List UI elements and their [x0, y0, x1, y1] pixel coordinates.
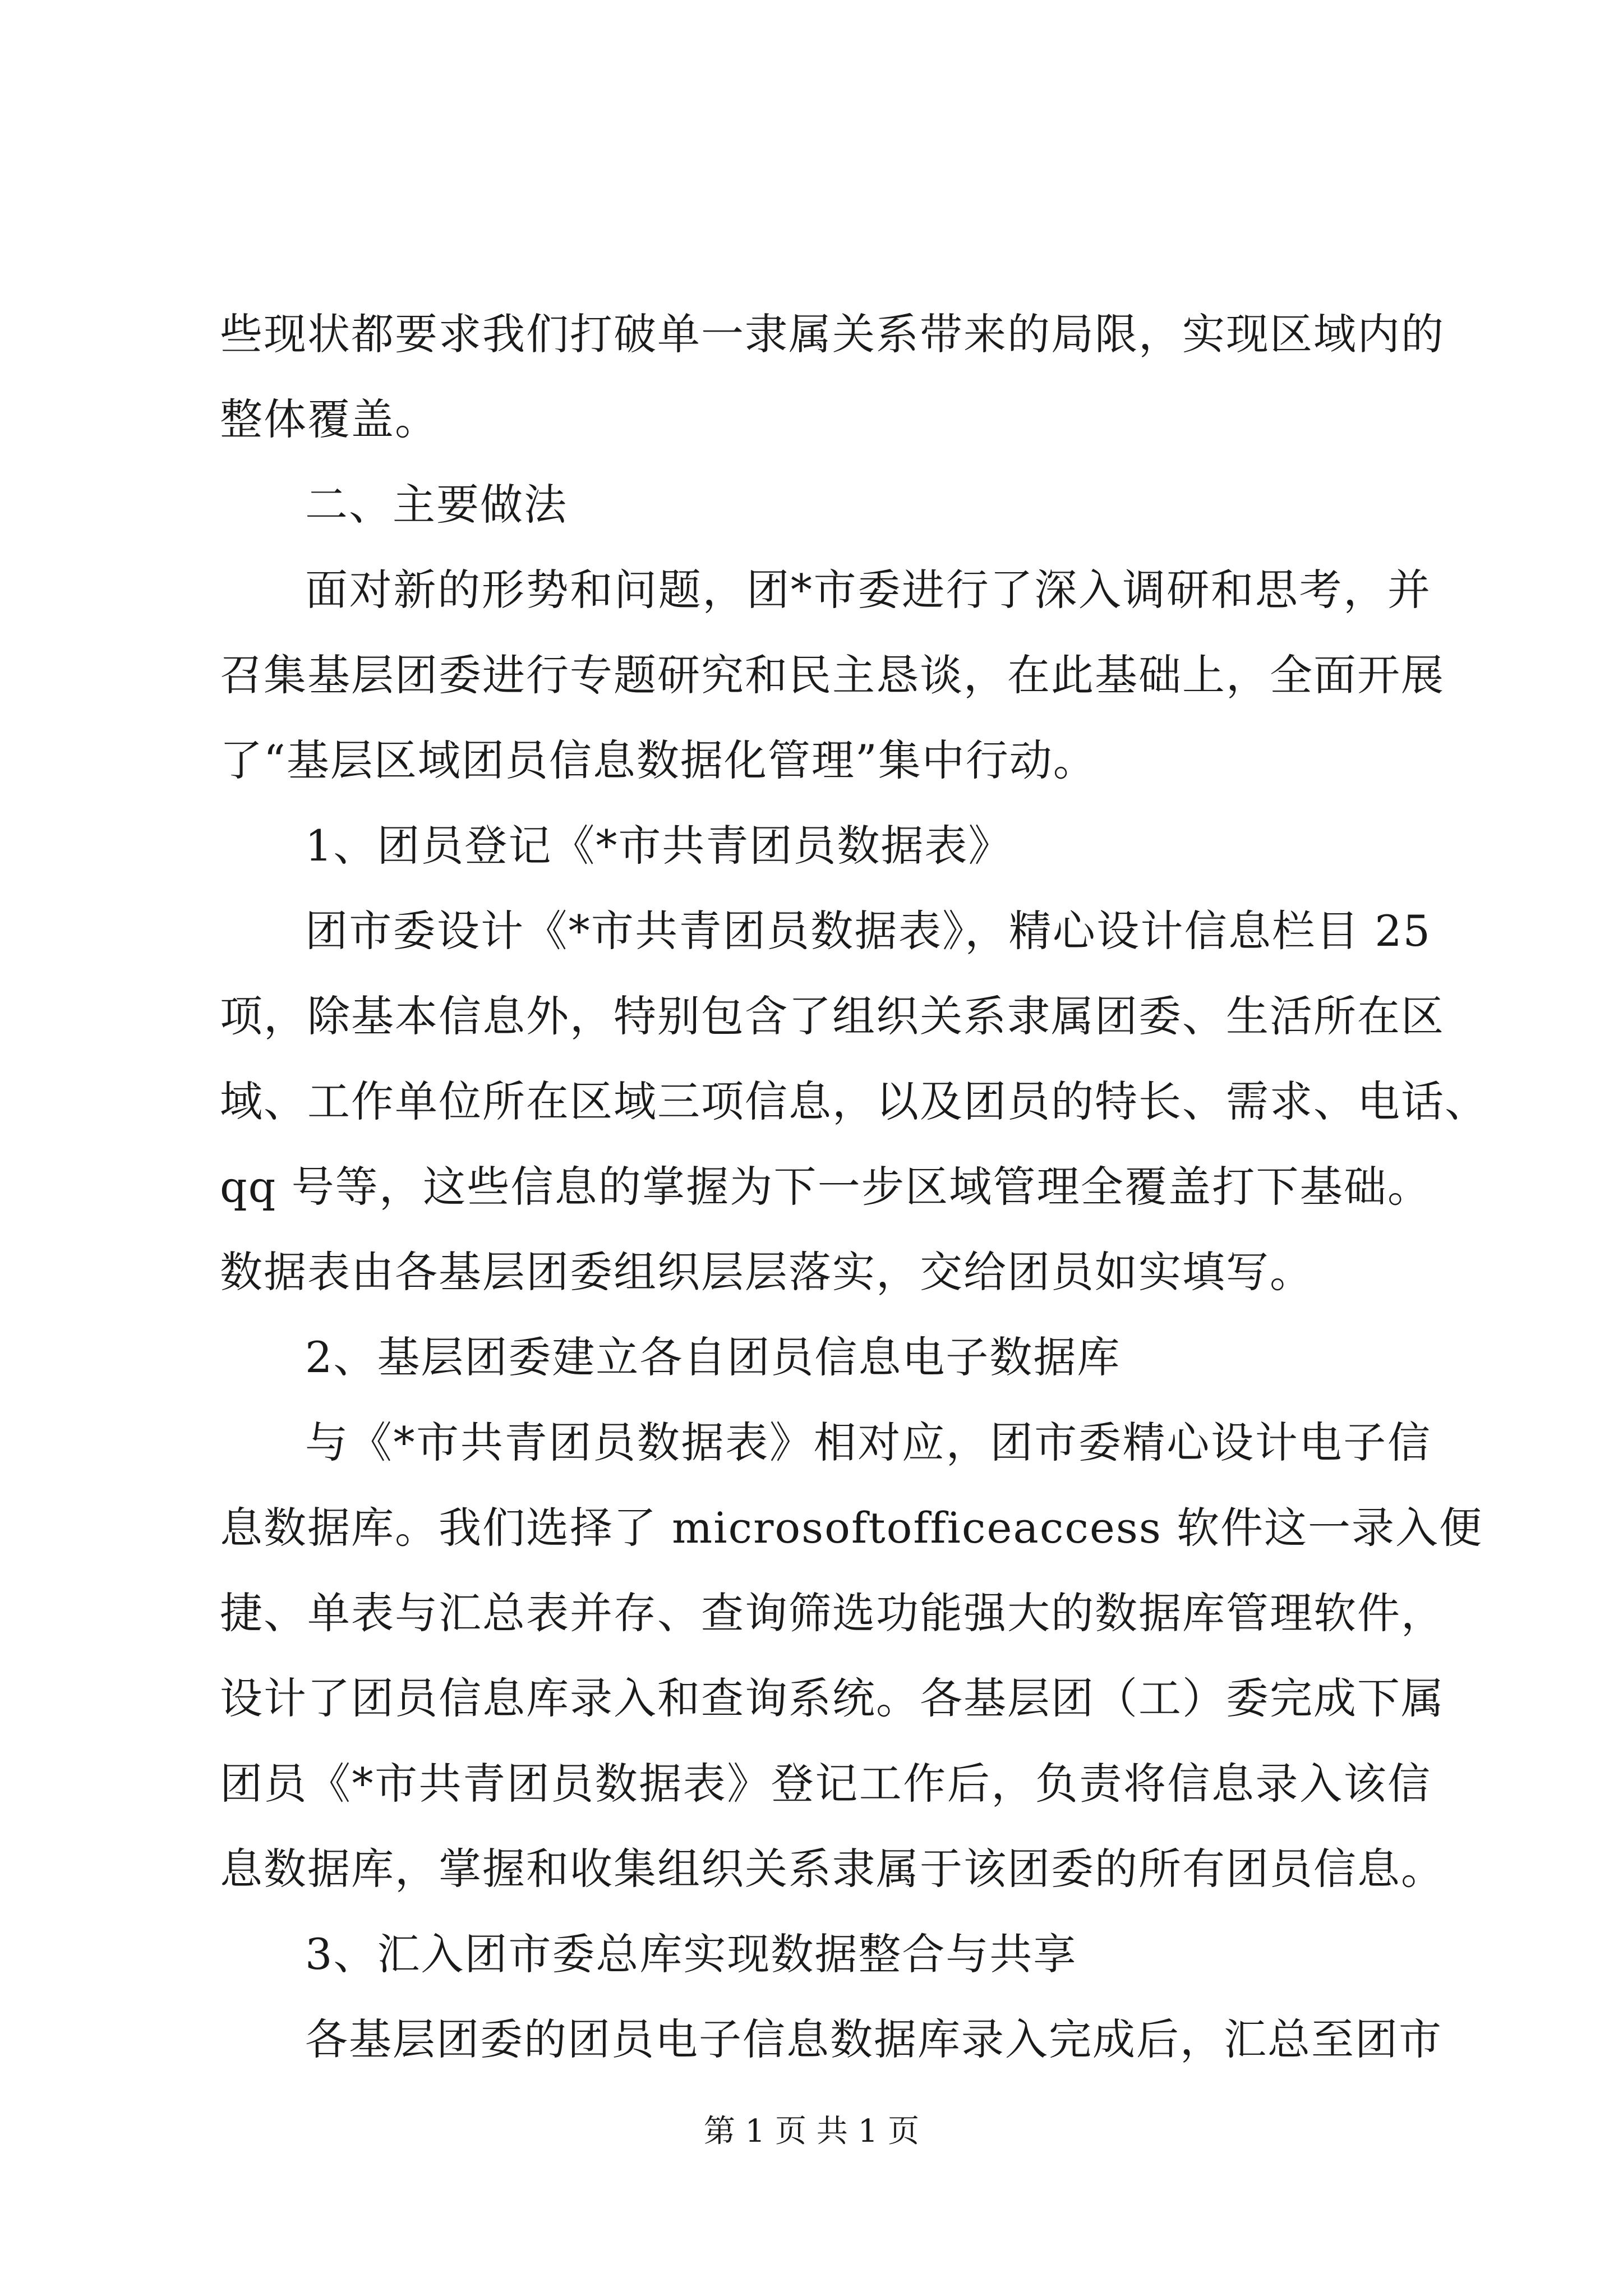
text-line: 团市委设计《*市共青团员数据表》，精心设计信息栏目 25 — [305, 906, 1431, 956]
text-line: 1、团员登记《*市共青团员数据表》 — [305, 821, 1012, 871]
text-line: 3、汇入团市委总库实现数据整合与共享 — [305, 1929, 1077, 1979]
text-line: 召集基层团委进行专题研究和民主恳谈，在此基础上，全面开展 — [220, 650, 1445, 700]
text-line: 息数据库。我们选择了 microsoftofficeaccess 软件这一录入便 — [220, 1503, 1483, 1553]
text-line: 了“基层区域团员信息数据化管理”集中行动。 — [220, 735, 1097, 785]
text-line: qq 号等，这些信息的掌握为下一步区域管理全覆盖打下基础。 — [220, 1162, 1431, 1212]
document-body — [220, 292, 1488, 2082]
text-line: 二、主要做法 — [305, 480, 568, 530]
text-line: 2、基层团委建立各自团员信息电子数据库 — [305, 1332, 1121, 1382]
text-line: 各基层团委的团员电子信息数据库录入完成后，汇总至团市 — [305, 2014, 1442, 2064]
page-footer: 第 1 页 共 1 页 — [703, 2113, 920, 2150]
text-line: 些现状都要求我们打破单一隶属关系带来的局限，实现区域内的 — [220, 309, 1445, 359]
text-line: 设计了团员信息库录入和查询系统。各基层团（工）委完成下属 — [220, 1673, 1445, 1723]
text-line: 整体覆盖。 — [220, 394, 439, 444]
text-line: 域、工作单位所在区域三项信息，以及团员的特长、需求、电话、 — [220, 1076, 1488, 1126]
text-line: 捷、单表与汇总表并存、查询筛选功能强大的数据库管理软件， — [220, 1588, 1445, 1638]
text-line: 与《*市共青团员数据表》相对应，团市委精心设计电子信 — [305, 1418, 1431, 1467]
text-line: 息数据库，掌握和收集组织关系隶属于该团委的所有团员信息。 — [220, 1844, 1445, 1894]
text-line: 团员《*市共青团员数据表》登记工作后，负责将信息录入该信 — [220, 1759, 1431, 1809]
text-line: 面对新的形势和问题，团*市委进行了深入调研和思考，并 — [305, 565, 1431, 615]
text-line: 项，除基本信息外，特别包含了组织关系隶属团委、生活所在区 — [220, 991, 1445, 1041]
text-line: 数据表由各基层团委组织层层落实，交给团员如实填写。 — [220, 1247, 1313, 1297]
